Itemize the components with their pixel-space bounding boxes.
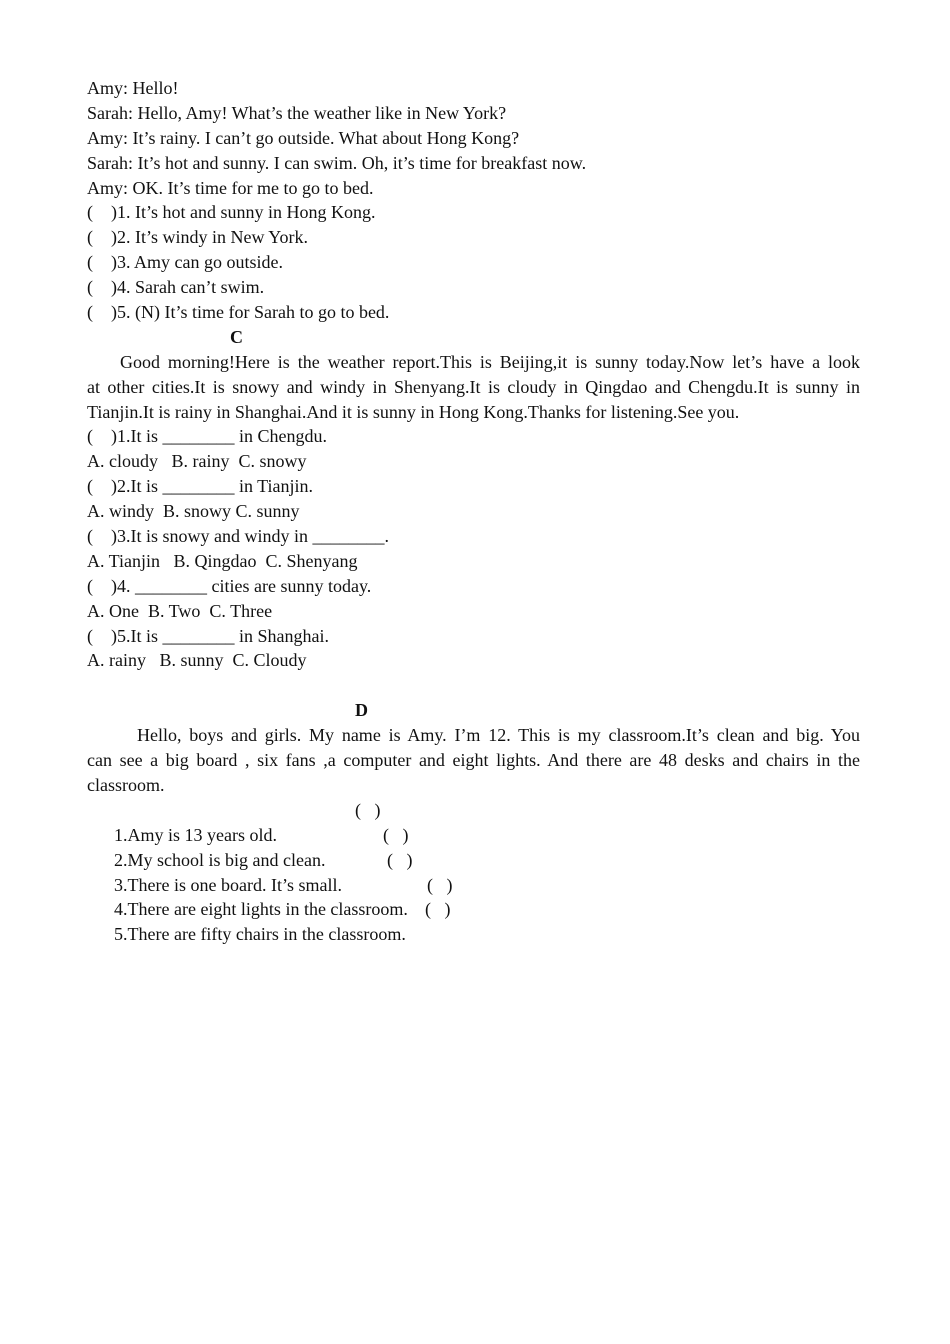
options: A. windy B. snowy C. sunny bbox=[87, 501, 300, 522]
section-c-questions bbox=[87, 424, 860, 673]
section-b-dialogue bbox=[87, 76, 860, 200]
dialogue-line: Amy: Hello! bbox=[87, 78, 179, 98]
question: ( )2. It’s windy in New York. bbox=[87, 227, 309, 248]
section-d-passage bbox=[87, 723, 860, 798]
question: ( )3.It is snowy and windy in ________. bbox=[87, 526, 389, 547]
options: A. Tianjin B. Qingdao C. Shenyang bbox=[87, 550, 358, 571]
passage-line: classroom. bbox=[87, 774, 165, 795]
question: ( )4. Sarah can’t swim. bbox=[87, 277, 265, 298]
passage-line: at other cities.It is snowy and windy in Shenyang.It is cloudy in Qingdao and Chengdu.It is sunny in bbox=[87, 376, 860, 397]
question: ( )2.It is ________ in Tianjin. bbox=[87, 476, 314, 497]
options: A. cloudy B. rainy C. snowy bbox=[87, 451, 307, 472]
answer-blank[interactable]: ( ) bbox=[425, 899, 451, 920]
blank-line bbox=[87, 673, 860, 698]
statement-text: 2.My school is big and clean. bbox=[114, 849, 326, 870]
section-d-statements bbox=[87, 798, 860, 945]
dialogue-line: Amy: It’s rainy. I can’t go outside. What about Hong Kong? bbox=[87, 127, 520, 148]
passage-line: Tianjin.It is rainy in Shanghai.And it is sunny in Hong Kong.Thanks for listening.See you. bbox=[87, 401, 740, 422]
options: A. rainy B. sunny C. Cloudy bbox=[87, 650, 307, 671]
question: ( )5.It is ________ in Shanghai. bbox=[87, 625, 329, 646]
answer-blank[interactable]: ( ) bbox=[427, 874, 453, 895]
section-c-heading: C bbox=[230, 326, 243, 347]
statement-text: 4.There are eight lights in the classroom. bbox=[114, 899, 408, 920]
section-c-passage bbox=[87, 350, 860, 425]
passage-line: can see a big board , six fans ,a computer and eight lights. And there are 48 desks and chairs in the bbox=[87, 750, 860, 771]
dialogue-line: Sarah: It’s hot and sunny. I can swim. Oh, it’s time for breakfast now. bbox=[87, 152, 587, 173]
dialogue-line: Sarah: Hello, Amy! What’s the weather like in New York? bbox=[87, 102, 507, 123]
answer-blank[interactable]: ( ) bbox=[387, 849, 413, 870]
question: ( )1. It’s hot and sunny in Hong Kong. bbox=[87, 202, 376, 223]
dialogue-line: Amy: OK. It’s time for me to go to bed. bbox=[87, 177, 374, 198]
worksheet bbox=[87, 76, 860, 945]
question: ( )4. ________ cities are sunny today. bbox=[87, 575, 372, 596]
statement bbox=[87, 873, 860, 920]
section-b-questions bbox=[87, 200, 860, 324]
statement-text: 5.There are fifty chairs in the classroom. bbox=[114, 924, 406, 945]
passage-line: Hello, boys and girls. My name is Amy. I’m 12. This is my classroom.It’s clean and big. You bbox=[137, 725, 860, 746]
statement bbox=[87, 897, 860, 945]
options: A. One B. Two C. Three bbox=[87, 600, 273, 621]
statement bbox=[87, 823, 860, 870]
question: ( )1.It is ________ in Chengdu. bbox=[87, 426, 327, 447]
answer-blank[interactable]: ( ) bbox=[383, 824, 409, 845]
passage-line: Good morning!Here is the weather report.This is Beijing,it is sunny today.Now let’s have a look bbox=[120, 351, 860, 372]
statement-text: 1.Amy is 13 years old. bbox=[114, 824, 277, 845]
statement bbox=[87, 848, 860, 895]
question: ( )5. (N) It’s time for Sarah to go to bed. bbox=[87, 302, 390, 323]
section-d-heading: D bbox=[355, 700, 368, 721]
statement-text: 3.There is one board. It’s small. bbox=[114, 874, 342, 895]
answer-blank[interactable]: ( ) bbox=[355, 799, 381, 820]
statement bbox=[87, 798, 860, 845]
question: ( )3. Amy can go outside. bbox=[87, 252, 283, 273]
